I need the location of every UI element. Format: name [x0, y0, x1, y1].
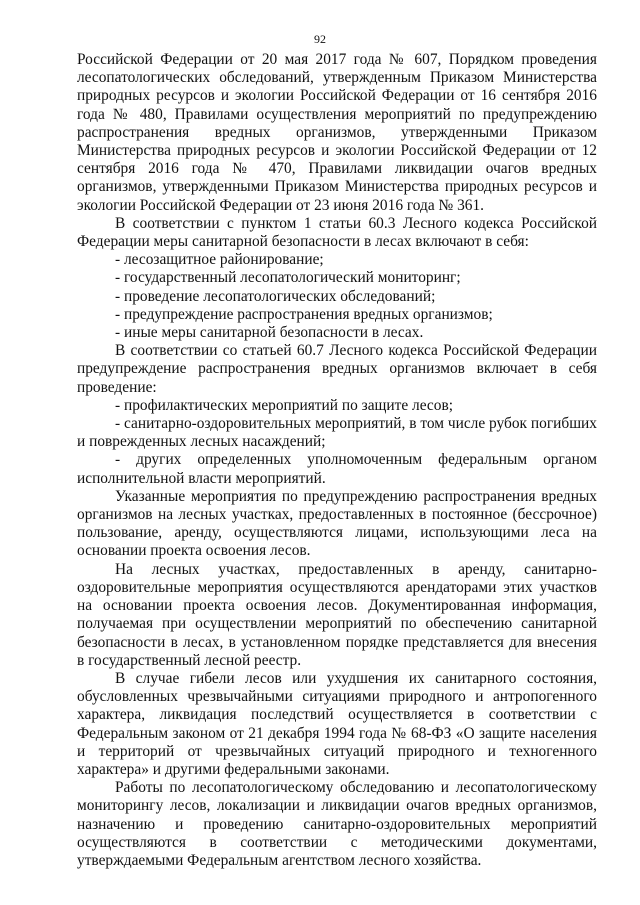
list-item: - иные меры санитарной безопасности в лесах. — [115, 324, 424, 342]
list-item: - профилактических мероприятий по защите лесов; — [115, 396, 454, 414]
list-item: - предупреждение распространения вредных организмов; — [115, 305, 493, 323]
list-item: - других определенных уполномоченным федеральным органом исполнительной власти мероприятий. — [77, 451, 597, 487]
paragraph-continuation: Российской Федерации от 20 мая 2017 года № 607, Порядком проведения лесопатологических обследований, утвержденным Приказом Министерства природных ресурсов и экологии Российской Федерации от 16 сентября 2016 года № 480, Правилами осуществления мероприятий по предупреждению распространения вредных организмов, утвержденными Приказом Министерства природных ресурсов и экологии Российской Федерации от 12 сентября 2016 года № 470, Правилами ликвидации очагов вредных организмов, утвержденными Приказом Министерства природных ресурсов и экологии Российской Федерации от 23 июня 2016 года № 361. — [77, 51, 597, 214]
paragraph-measures: Указанные мероприятия по предупреждению распространения вредных организмов на лесных участках, предоставленных в постоянное (бессрочное) пользование, аренду, осуществляются лицами, использующими леса на основании проекта освоения лесов. — [77, 487, 597, 560]
page-number: 92 — [314, 32, 326, 46]
list-item: - лесозащитное районирование; — [115, 251, 324, 269]
list-item: - государственный лесопатологический мониторинг; — [115, 269, 461, 287]
list-item: - проведение лесопатологических обследований; — [115, 287, 436, 305]
paragraph-article-60-3: В соответствии с пунктом 1 статьи 60.3 Лесного кодекса Российской Федерации меры санитарной безопасности в лесах включают в себя: — [77, 214, 597, 251]
paragraph-leased-plots: На лесных участках, предоставленных в аренду, санитарно-оздоровительные мероприятия осуществляются арендаторами этих участков на основании проекта освоения лесов. Документированная информация, получаемая при осуществлении мероприятий по обеспечению санитарной безопасности в лесах, в установленном порядке представляется для внесения в государственный лесной реестр. — [77, 560, 597, 669]
paragraph-article-60-7: В соответствии со статьей 60.7 Лесного кодекса Российской Федерации предупреждение распространения вредных организмов включает в себя проведение: — [77, 342, 597, 396]
paragraph-methodology: Работы по лесопатологическому обследованию и лесопатологическому мониторингу лесов, локализации и ликвидации очагов вредных организмов, назначению и проведению санитарно-оздоровительных мероприятий осуществляются в соответствии с методическими документами, утверждаемыми Федеральным агентством лесного хозяйства. — [77, 779, 597, 869]
paragraph-emergencies: В случае гибели лесов или ухудшения их санитарного состояния, обусловленных чрезвычайными ситуациями природного и антропогенного характера, ликвидация последствий осуществляется в соответствии с Федеральным законом от 21 декабря 1994 года № 68-ФЗ «О защите населения и территорий от чрезвычайных ситуаций природного и техногенного характера» и другими федеральными законами. — [77, 669, 597, 778]
document-body — [77, 51, 597, 870]
list-item: - санитарно-оздоровительных мероприятий, в том числе рубок погибших и поврежденных лесных насаждений; — [77, 415, 597, 451]
